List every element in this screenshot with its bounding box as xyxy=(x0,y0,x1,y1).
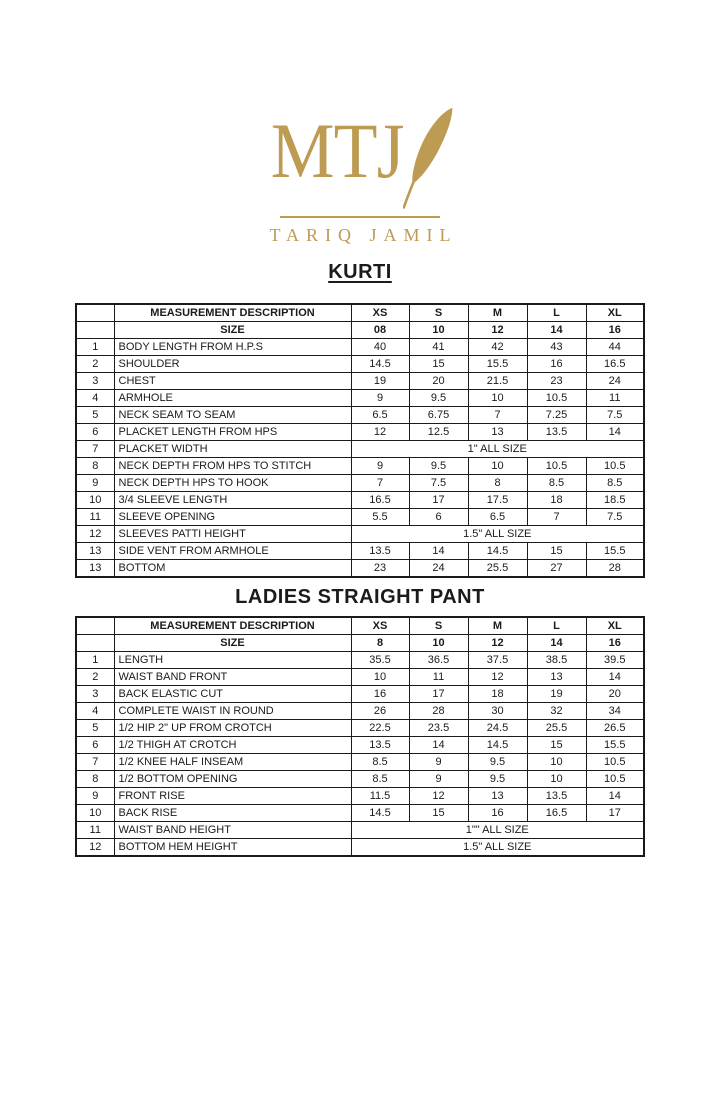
measurement-row xyxy=(76,509,644,526)
measurement-value-cell: 17 xyxy=(586,805,644,822)
measurement-value-cell: 17 xyxy=(409,686,468,703)
measurement-value-cell: 14.5 xyxy=(351,805,409,822)
measurement-value-cell: 14.5 xyxy=(468,737,527,754)
measurement-value-cell: 15.5 xyxy=(586,737,644,754)
measurement-value-cell: 14 xyxy=(586,424,644,441)
measurement-value-cell: 13.5 xyxy=(527,424,586,441)
row-number-cell: 7 xyxy=(76,441,114,458)
merged-all-size-cell: 1.5" ALL SIZE xyxy=(351,526,644,543)
brand-logo-top xyxy=(265,107,455,214)
measurement-value-cell: 19 xyxy=(351,373,409,390)
measurement-value-cell: 39.5 xyxy=(586,652,644,669)
measurement-row xyxy=(76,754,644,771)
measurement-value-cell: 7 xyxy=(468,407,527,424)
measurement-name-cell: SIDE VENT FROM ARMHOLE xyxy=(114,543,351,560)
measurement-value-cell: 13 xyxy=(468,424,527,441)
measurement-value-cell: 8.5 xyxy=(351,771,409,788)
size-column-header: XL xyxy=(586,617,644,635)
measurement-name-cell: WAIST BAND FRONT xyxy=(114,669,351,686)
measurement-row xyxy=(76,669,644,686)
measurement-value-cell: 16.5 xyxy=(527,805,586,822)
measurement-value-cell: 20 xyxy=(586,686,644,703)
measurement-value-cell: 25.5 xyxy=(468,560,527,578)
row-number-cell: 13 xyxy=(76,560,114,578)
measurement-value-cell: 38.5 xyxy=(527,652,586,669)
measurement-row xyxy=(76,771,644,788)
measurement-row xyxy=(76,822,644,839)
measurement-value-cell: 24 xyxy=(586,373,644,390)
measurement-value-cell: 41 xyxy=(409,339,468,356)
measurement-row xyxy=(76,526,644,543)
row-number-cell: 5 xyxy=(76,407,114,424)
measurement-value-cell: 20 xyxy=(409,373,468,390)
pant-size-table xyxy=(75,616,645,857)
measurement-value-cell: 37.5 xyxy=(468,652,527,669)
measurement-value-cell: 14 xyxy=(409,737,468,754)
measurement-value-cell: 26.5 xyxy=(586,720,644,737)
measurement-value-cell: 10.5 xyxy=(586,754,644,771)
measurement-name-cell: SLEEVE OPENING xyxy=(114,509,351,526)
row-number-cell: 9 xyxy=(76,788,114,805)
row-number-cell: 3 xyxy=(76,686,114,703)
measurement-row xyxy=(76,373,644,390)
measurement-name-cell: 1/2 HIP 2" UP FROM CROTCH xyxy=(114,720,351,737)
measurement-name-cell: PLACKET WIDTH xyxy=(114,441,351,458)
measurement-value-cell: 18 xyxy=(468,686,527,703)
row-number-cell: 8 xyxy=(76,458,114,475)
measurement-value-cell: 10.5 xyxy=(586,771,644,788)
measurement-value-cell: 24.5 xyxy=(468,720,527,737)
size-column-header: XL xyxy=(586,304,644,322)
row-number-cell: 11 xyxy=(76,509,114,526)
measurement-description-header: MEASUREMENT DESCRIPTION xyxy=(114,304,351,322)
measurement-value-cell: 9.5 xyxy=(409,458,468,475)
measurement-value-cell: 16 xyxy=(468,805,527,822)
measurement-value-cell: 18.5 xyxy=(586,492,644,509)
measurement-value-cell: 16 xyxy=(527,356,586,373)
measurement-row xyxy=(76,703,644,720)
size-column-header: XS xyxy=(351,617,409,635)
measurement-name-cell: 1/2 BOTTOM OPENING xyxy=(114,771,351,788)
row-number-cell: 5 xyxy=(76,720,114,737)
kurti-size-table xyxy=(75,303,645,578)
measurement-value-cell: 9 xyxy=(409,771,468,788)
table-header-row xyxy=(76,617,644,635)
measurement-value-cell: 9 xyxy=(409,754,468,771)
measurement-value-cell: 34 xyxy=(586,703,644,720)
measurement-value-cell: 9 xyxy=(351,458,409,475)
measurement-value-cell: 19 xyxy=(527,686,586,703)
row-number-cell: 4 xyxy=(76,390,114,407)
measurement-value-cell: 24 xyxy=(409,560,468,578)
size-column-header: L xyxy=(527,304,586,322)
measurement-name-cell: 1/2 KNEE HALF INSEAM xyxy=(114,754,351,771)
row-number-cell: 11 xyxy=(76,822,114,839)
quill-feather-icon xyxy=(403,106,455,210)
measurement-row xyxy=(76,441,644,458)
size-row-value: 16 xyxy=(586,322,644,339)
measurement-name-cell: BODY LENGTH FROM H.P.S xyxy=(114,339,351,356)
measurement-value-cell: 9 xyxy=(351,390,409,407)
measurement-row xyxy=(76,737,644,754)
measurement-value-cell: 8.5 xyxy=(351,754,409,771)
row-number-cell: 4 xyxy=(76,703,114,720)
measurement-value-cell: 5.5 xyxy=(351,509,409,526)
measurement-value-cell: 15 xyxy=(409,805,468,822)
size-row-value: 16 xyxy=(586,635,644,652)
measurement-value-cell: 28 xyxy=(586,560,644,578)
size-row-value: 12 xyxy=(468,322,527,339)
measurement-name-cell: NECK SEAM TO SEAM xyxy=(114,407,351,424)
row-number-header-cell xyxy=(76,304,114,322)
measurement-value-cell: 16 xyxy=(351,686,409,703)
measurement-value-cell: 6.5 xyxy=(468,509,527,526)
measurement-value-cell: 18 xyxy=(527,492,586,509)
measurement-row xyxy=(76,407,644,424)
measurement-description-header: MEASUREMENT DESCRIPTION xyxy=(114,617,351,635)
row-number-cell: 7 xyxy=(76,754,114,771)
measurement-name-cell: BACK RISE xyxy=(114,805,351,822)
measurement-value-cell: 10.5 xyxy=(527,390,586,407)
measurement-row xyxy=(76,492,644,509)
measurement-value-cell: 13.5 xyxy=(527,788,586,805)
measurement-value-cell: 36.5 xyxy=(409,652,468,669)
row-number-cell: 2 xyxy=(76,669,114,686)
measurement-value-cell: 12 xyxy=(409,788,468,805)
measurement-value-cell: 21.5 xyxy=(468,373,527,390)
measurement-value-cell: 12 xyxy=(351,424,409,441)
measurement-value-cell: 11 xyxy=(409,669,468,686)
measurement-value-cell: 7 xyxy=(527,509,586,526)
measurement-name-cell: 1/2 THIGH AT CROTCH xyxy=(114,737,351,754)
measurement-value-cell: 27 xyxy=(527,560,586,578)
measurement-value-cell: 6.75 xyxy=(409,407,468,424)
measurement-value-cell: 16.5 xyxy=(586,356,644,373)
size-column-header: L xyxy=(527,617,586,635)
row-number-cell: 10 xyxy=(76,805,114,822)
measurement-value-cell: 8.5 xyxy=(586,475,644,492)
measurement-row xyxy=(76,339,644,356)
measurement-name-cell: BOTTOM xyxy=(114,560,351,578)
measurement-row xyxy=(76,458,644,475)
table-header-row xyxy=(76,304,644,322)
merged-all-size-cell: 1.5" ALL SIZE xyxy=(351,839,644,857)
measurement-name-cell: 3/4 SLEEVE LENGTH xyxy=(114,492,351,509)
size-row xyxy=(76,635,644,652)
measurement-name-cell: FRONT RISE xyxy=(114,788,351,805)
row-number-cell: 1 xyxy=(76,339,114,356)
brand-subtitle: TARIQ JAMIL xyxy=(269,225,458,245)
measurement-name-cell: PLACKET LENGTH FROM HPS xyxy=(114,424,351,441)
row-number-cell: 6 xyxy=(76,424,114,441)
measurement-value-cell: 10 xyxy=(351,669,409,686)
kurti-size-table-body xyxy=(76,304,644,577)
measurement-name-cell: BOTTOM HEM HEIGHT xyxy=(114,839,351,857)
brand-logo xyxy=(0,107,720,246)
measurement-value-cell: 15.5 xyxy=(586,543,644,560)
size-column-header: M xyxy=(468,617,527,635)
measurement-value-cell: 13 xyxy=(527,669,586,686)
kurti-section-title: KURTI xyxy=(328,261,392,283)
measurement-row xyxy=(76,686,644,703)
measurement-value-cell: 11.5 xyxy=(351,788,409,805)
row-number-cell: 13 xyxy=(76,543,114,560)
merged-all-size-cell: 1"" ALL SIZE xyxy=(351,822,644,839)
measurement-value-cell: 14 xyxy=(409,543,468,560)
measurement-name-cell: CHEST xyxy=(114,373,351,390)
row-number-cell: 3 xyxy=(76,373,114,390)
measurement-row xyxy=(76,424,644,441)
measurement-value-cell: 10 xyxy=(468,390,527,407)
size-row xyxy=(76,322,644,339)
measurement-value-cell: 35.5 xyxy=(351,652,409,669)
size-column-header: M xyxy=(468,304,527,322)
measurement-value-cell: 10.5 xyxy=(586,458,644,475)
measurement-row xyxy=(76,652,644,669)
measurement-name-cell: WAIST BAND HEIGHT xyxy=(114,822,351,839)
size-column-header: S xyxy=(409,617,468,635)
measurement-value-cell: 15 xyxy=(527,737,586,754)
pant-section-title: LADIES STRAIGHT PANT xyxy=(235,586,485,608)
measurement-value-cell: 28 xyxy=(409,703,468,720)
measurement-value-cell: 6 xyxy=(409,509,468,526)
measurement-value-cell: 13.5 xyxy=(351,543,409,560)
brand-name: MTJ xyxy=(270,107,404,194)
measurement-value-cell: 7.25 xyxy=(527,407,586,424)
measurement-row xyxy=(76,788,644,805)
measurement-value-cell: 9.5 xyxy=(468,771,527,788)
measurement-row xyxy=(76,720,644,737)
measurement-value-cell: 42 xyxy=(468,339,527,356)
measurement-value-cell: 13 xyxy=(468,788,527,805)
size-column-header: S xyxy=(409,304,468,322)
logo-divider xyxy=(280,216,440,218)
row-number-cell: 6 xyxy=(76,737,114,754)
measurement-value-cell: 23 xyxy=(527,373,586,390)
measurement-value-cell: 15.5 xyxy=(468,356,527,373)
measurement-value-cell: 15 xyxy=(527,543,586,560)
measurement-value-cell: 16.5 xyxy=(351,492,409,509)
row-number-header-cell xyxy=(76,617,114,635)
measurement-name-cell: COMPLETE WAIST IN ROUND xyxy=(114,703,351,720)
row-number-header-cell xyxy=(76,322,114,339)
measurement-row xyxy=(76,839,644,857)
measurement-value-cell: 43 xyxy=(527,339,586,356)
measurement-value-cell: 9.5 xyxy=(468,754,527,771)
measurement-value-cell: 7.5 xyxy=(409,475,468,492)
measurement-name-cell: SLEEVES PATTI HEIGHT xyxy=(114,526,351,543)
measurement-value-cell: 8.5 xyxy=(527,475,586,492)
measurement-value-cell: 44 xyxy=(586,339,644,356)
measurement-value-cell: 23 xyxy=(351,560,409,578)
measurement-value-cell: 10 xyxy=(527,771,586,788)
measurement-value-cell: 14.5 xyxy=(351,356,409,373)
measurement-value-cell: 17.5 xyxy=(468,492,527,509)
measurement-value-cell: 30 xyxy=(468,703,527,720)
measurement-name-cell: NECK DEPTH FROM HPS TO STITCH xyxy=(114,458,351,475)
measurement-value-cell: 40 xyxy=(351,339,409,356)
size-row-value: 14 xyxy=(527,322,586,339)
size-row-value: 10 xyxy=(409,322,468,339)
measurement-row xyxy=(76,356,644,373)
measurement-name-cell: LENGTH xyxy=(114,652,351,669)
measurement-value-cell: 10 xyxy=(468,458,527,475)
measurement-name-cell: NECK DEPTH HPS TO HOOK xyxy=(114,475,351,492)
measurement-value-cell: 26 xyxy=(351,703,409,720)
merged-all-size-cell: 1" ALL SIZE xyxy=(351,441,644,458)
size-row-value: 08 xyxy=(351,322,409,339)
measurement-name-cell: BACK ELASTIC CUT xyxy=(114,686,351,703)
measurement-value-cell: 9.5 xyxy=(409,390,468,407)
measurement-value-cell: 10.5 xyxy=(527,458,586,475)
row-number-cell: 2 xyxy=(76,356,114,373)
measurement-value-cell: 14 xyxy=(586,669,644,686)
measurement-value-cell: 32 xyxy=(527,703,586,720)
size-column-header: XS xyxy=(351,304,409,322)
measurement-name-cell: ARMHOLE xyxy=(114,390,351,407)
measurement-name-cell: SHOULDER xyxy=(114,356,351,373)
measurement-row xyxy=(76,805,644,822)
measurement-value-cell: 7.5 xyxy=(586,509,644,526)
size-row-label: SIZE xyxy=(114,635,351,652)
measurement-value-cell: 14.5 xyxy=(468,543,527,560)
size-row-value: 14 xyxy=(527,635,586,652)
row-number-cell: 1 xyxy=(76,652,114,669)
measurement-value-cell: 23.5 xyxy=(409,720,468,737)
measurement-value-cell: 14 xyxy=(586,788,644,805)
measurement-value-cell: 7 xyxy=(351,475,409,492)
row-number-cell: 12 xyxy=(76,839,114,857)
measurement-value-cell: 10 xyxy=(527,754,586,771)
measurement-row xyxy=(76,475,644,492)
size-row-label: SIZE xyxy=(114,322,351,339)
measurement-value-cell: 12 xyxy=(468,669,527,686)
size-row-value: 12 xyxy=(468,635,527,652)
measurement-value-cell: 11 xyxy=(586,390,644,407)
measurement-value-cell: 15 xyxy=(409,356,468,373)
row-number-cell: 12 xyxy=(76,526,114,543)
measurement-row xyxy=(76,560,644,578)
measurement-row xyxy=(76,543,644,560)
row-number-cell: 10 xyxy=(76,492,114,509)
row-number-header-cell xyxy=(76,635,114,652)
measurement-value-cell: 25.5 xyxy=(527,720,586,737)
measurement-value-cell: 7.5 xyxy=(586,407,644,424)
row-number-cell: 9 xyxy=(76,475,114,492)
row-number-cell: 8 xyxy=(76,771,114,788)
measurement-value-cell: 13.5 xyxy=(351,737,409,754)
measurement-value-cell: 8 xyxy=(468,475,527,492)
size-row-value: 8 xyxy=(351,635,409,652)
measurement-value-cell: 12.5 xyxy=(409,424,468,441)
pant-size-table-body xyxy=(76,617,644,856)
measurement-value-cell: 6.5 xyxy=(351,407,409,424)
measurement-row xyxy=(76,390,644,407)
measurement-value-cell: 22.5 xyxy=(351,720,409,737)
size-row-value: 10 xyxy=(409,635,468,652)
measurement-value-cell: 17 xyxy=(409,492,468,509)
